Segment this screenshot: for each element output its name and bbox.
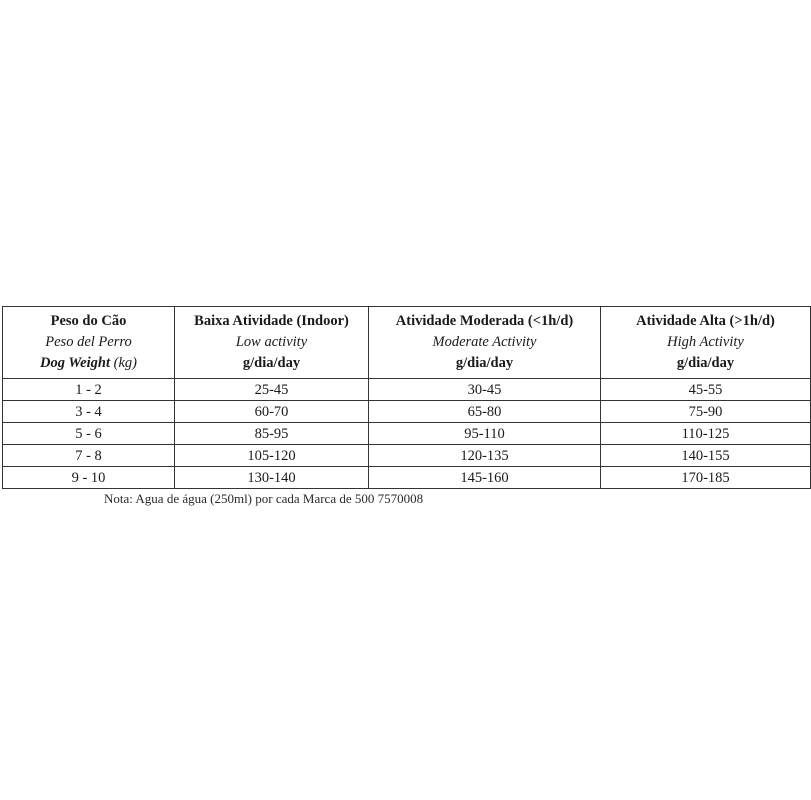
table-row (3, 445, 811, 467)
cell-weight: 9 - 10 (3, 467, 175, 489)
cell-weight: 7 - 8 (3, 445, 175, 467)
header-high-unit: g/dia/day (676, 355, 735, 371)
header-low-pt: Baixa Atividade (Indoor) (194, 313, 349, 329)
cell-moderate: 95-110 (369, 423, 601, 445)
cell-weight: 1 - 2 (3, 379, 175, 401)
feeding-guide-table (2, 306, 811, 489)
table-row (3, 379, 811, 401)
cell-moderate: 120-135 (369, 445, 601, 467)
header-weight-en-bold: Dog Weight (40, 355, 110, 371)
header-weight-en-unit: (kg) (110, 355, 137, 371)
header-weight-en (5, 353, 172, 374)
header-mod-unit: g/dia/day (455, 355, 514, 371)
cropped-footnote: Nota: Agua de água (250ml) por cada Marca de 500 7570008 (104, 491, 424, 506)
cell-moderate: 145-160 (369, 467, 601, 489)
header-moderate-activity (369, 307, 601, 379)
header-high-en: High Activity (667, 334, 744, 350)
cell-weight: 5 - 6 (3, 423, 175, 445)
header-dog-weight (3, 307, 175, 379)
header-row (3, 307, 811, 379)
cell-high: 140-155 (601, 445, 811, 467)
header-mod-en: Moderate Activity (432, 334, 537, 350)
header-high-pt: Atividade Alta (>1h/d) (636, 313, 775, 329)
cell-low: 25-45 (175, 379, 369, 401)
header-low-unit: g/dia/day (242, 355, 301, 371)
cell-low: 130-140 (175, 467, 369, 489)
cell-high: 75-90 (601, 401, 811, 423)
header-low-en: Low activity (235, 334, 308, 350)
cell-weight: 3 - 4 (3, 401, 175, 423)
header-high-activity (601, 307, 811, 379)
cell-low: 105-120 (175, 445, 369, 467)
header-weight-es: Peso del Perro (45, 334, 132, 350)
cell-high: 110-125 (601, 423, 811, 445)
header-mod-pt: Atividade Moderada (<1h/d) (395, 313, 574, 329)
table-row (3, 423, 811, 445)
cell-low: 85-95 (175, 423, 369, 445)
table-row (3, 401, 811, 423)
cell-moderate: 30-45 (369, 379, 601, 401)
cell-low: 60-70 (175, 401, 369, 423)
cell-high: 45-55 (601, 379, 811, 401)
cell-moderate: 65-80 (369, 401, 601, 423)
cell-high: 170-185 (601, 467, 811, 489)
header-weight-pt: Peso do Cão (50, 313, 127, 329)
header-low-activity (175, 307, 369, 379)
